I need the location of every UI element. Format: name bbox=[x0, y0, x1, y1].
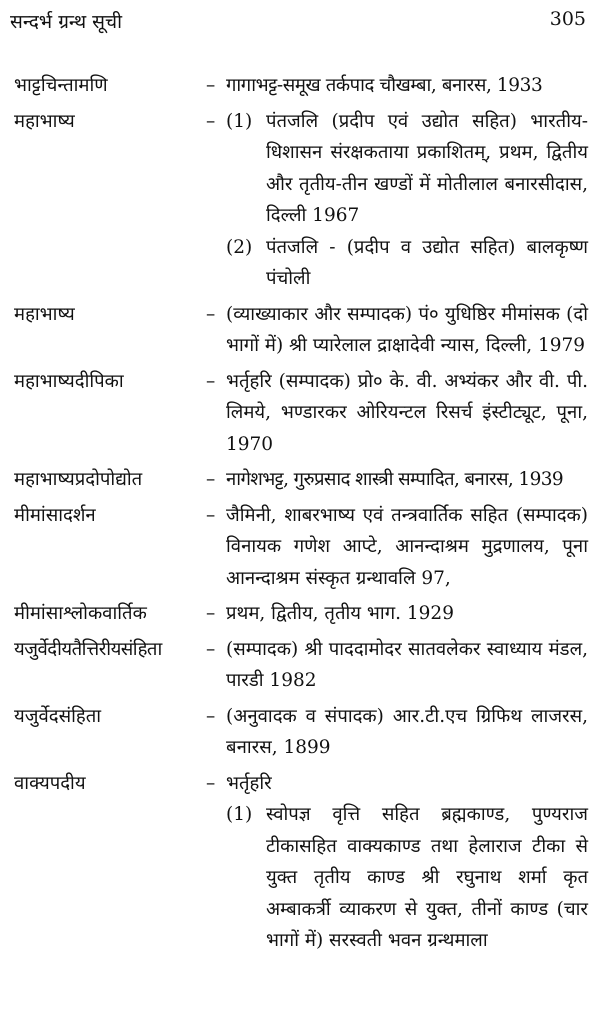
entry-term: महाभाष्यप्रदोपोद्योत bbox=[14, 469, 143, 490]
entry-term: यजुर्वेदसंहिता bbox=[14, 705, 102, 727]
entry-author: भर्तृहरि bbox=[226, 772, 272, 794]
bibliography-entry bbox=[14, 634, 588, 697]
entry-dash: – bbox=[206, 303, 216, 325]
entry-term: वाक्यपदीय bbox=[14, 772, 86, 794]
entry-term: मीमांसाश्लोकवार्तिक bbox=[14, 603, 147, 624]
subitem-text: स्वोपज्ञ वृत्ति सहित ब्रह्मकाण्ड, पुण्यराज टीकासहित वाक्यकाण्ड तथा हेलाराज टीका से युक्त तृतीय काण्ड श्री रघुनाथ शर्मा कृत अम्बाकर्त्री व्याकरण से युक्त, तीनों काण्ड (चार भागों में) सरस्वती भवन ग्रन्थमाला bbox=[266, 804, 588, 951]
bibliography-entry bbox=[14, 598, 588, 630]
entry-dash: – bbox=[206, 638, 216, 660]
bibliography-entry bbox=[14, 464, 588, 496]
entry-term: मीमांसादर्शन bbox=[14, 504, 96, 526]
entry-description bbox=[226, 106, 588, 295]
entry-term: महाभाष्यदीपिका bbox=[14, 370, 124, 392]
entry-dash: – bbox=[206, 504, 216, 526]
page-header bbox=[10, 8, 590, 42]
entry-description: भर्तृहरि (सम्पादक) प्रो० के. वी. अभ्यंकर और वी. पी. लिमये, भण्डारकर ओरियन्टल रिसर्च इंस्टीट्यूट, पूना, 1970 bbox=[226, 370, 588, 455]
entry-dash: – bbox=[206, 110, 216, 132]
bibliography-entry bbox=[14, 106, 588, 295]
entry-term: यजुर्वेदीयतैत्तिरीयसंहिता bbox=[14, 638, 162, 660]
bibliography-entry bbox=[14, 299, 588, 362]
entry-description bbox=[226, 768, 588, 957]
entry-term: महाभाष्य bbox=[14, 110, 75, 132]
bibliography-entry bbox=[14, 701, 588, 764]
bibliography-entry bbox=[14, 70, 588, 102]
bibliography-entry bbox=[14, 768, 588, 957]
subitem-number: (1) bbox=[226, 804, 253, 825]
subitem-number: (2) bbox=[226, 236, 253, 258]
subitem-text: पंतजलि (प्रदीप एवं उद्योत सहित) भारतीय-धिशासन संरक्षकताया प्रकाशितम्, प्रथम, द्वितीय और तृतीय-तीन खण्डों में मोतीलाल बनारसीदास, दिल्ली 1967 bbox=[266, 110, 588, 226]
entry-term: महाभाष्य bbox=[14, 303, 75, 325]
running-title: सन्दर्भ ग्रन्थ सूची bbox=[10, 11, 123, 33]
entry-subitem bbox=[226, 232, 588, 295]
subitem-number: (1) bbox=[226, 110, 253, 132]
entry-dash: – bbox=[206, 469, 216, 490]
entry-dash: – bbox=[206, 75, 216, 96]
entry-subitem bbox=[226, 106, 588, 232]
bibliography-entry bbox=[14, 500, 588, 595]
bibliography-entry bbox=[14, 366, 588, 461]
bibliography-list bbox=[14, 70, 588, 961]
entry-term: भाट्टचिन्तामणि bbox=[14, 75, 108, 96]
entry-description: (सम्पादक) श्री पाददामोदर सातवलेकर स्वाध्याय मंडल, पारडी 1982 bbox=[226, 638, 588, 691]
entry-description: जैमिनी, शाबरभाष्य एवं तन्त्रवार्तिक सहित (सम्पादक) विनायक गणेश आप्टे, आनन्दाश्रम मुद्रणालय, पूना आनन्दाश्रम संस्कृत ग्रन्थावलि 97, bbox=[226, 504, 588, 589]
entry-description: नागेशभट्ट, गुरुप्रसाद शास्त्री सम्पादित, बनारस, 1939 bbox=[226, 469, 564, 490]
entry-description: गागाभट्ट-समूख तर्कपाद चौखम्बा, बनारस, 1933 bbox=[226, 75, 543, 96]
entry-description: (अनुवादक व संपादक) आर.टी.एच ग्रिफिथ लाजरस, बनारस, 1899 bbox=[226, 705, 588, 758]
entry-dash: – bbox=[206, 603, 216, 624]
entry-description: (व्याख्याकार और सम्पादक) पं० युधिष्ठिर मीमांसक (दो भागों में) श्री प्यारेलाल द्राक्षादेवी न्यास, दिल्ली, 1979 bbox=[226, 303, 588, 356]
entry-dash: – bbox=[206, 772, 216, 794]
entry-dash: – bbox=[206, 705, 216, 727]
entry-description: प्रथम, द्वितीय, तृतीय भाग. 1929 bbox=[226, 603, 454, 624]
entry-dash: – bbox=[206, 370, 216, 392]
subitem-text: पंतजलि - (प्रदीप व उद्योत सहित) बालकृष्ण पंचोली bbox=[266, 236, 588, 289]
entry-subitem bbox=[226, 799, 588, 957]
page-number: 305 bbox=[549, 8, 586, 30]
